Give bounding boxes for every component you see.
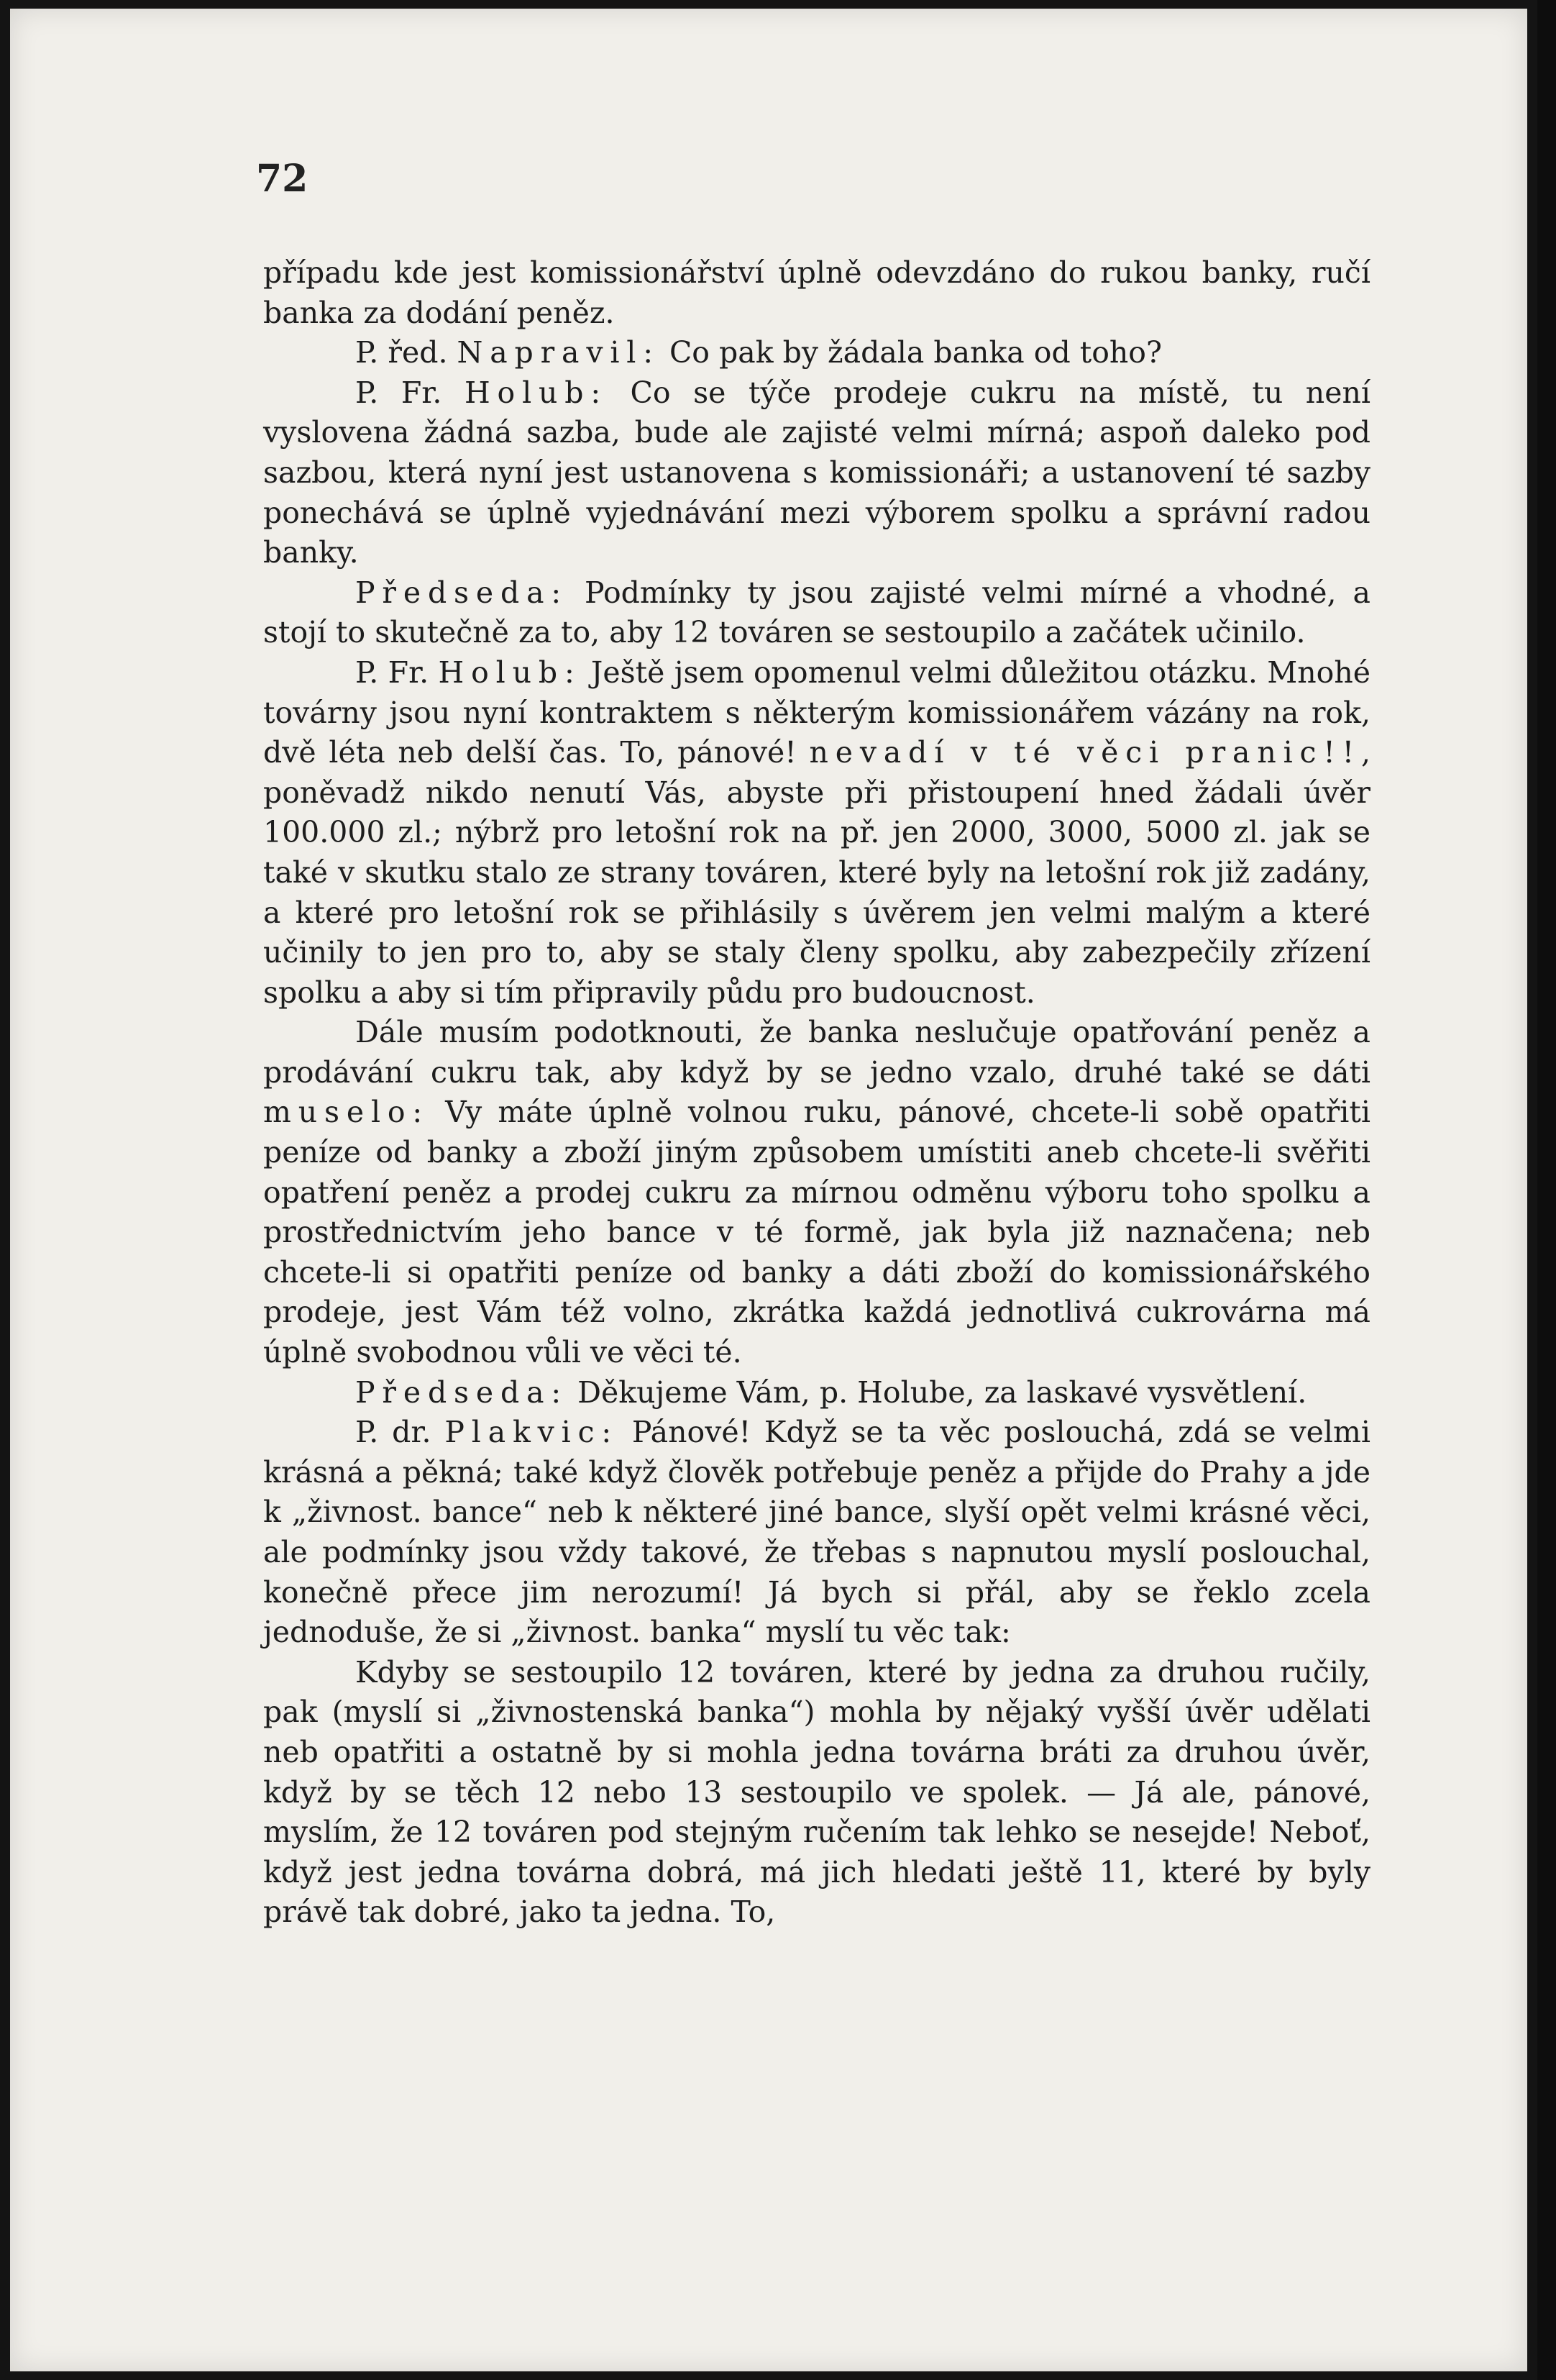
paragraph <box>263 653 1370 1013</box>
spaced-emphasis: Napravil: <box>457 335 660 370</box>
paragraph <box>263 1373 1370 1413</box>
paragraph <box>263 1653 1370 1933</box>
paragraph <box>263 1013 1370 1372</box>
text-run: Kdyby se sestoupilo 12 továren, které by jedna za druhou ručily, pak (myslí si „živnostenská banka“) mohla by nějaký vyšší úvěr udělati neb opatřiti a ostatně by si mohla jedna továrna bráti za druhou úvěr, když by se těch 12 nebo 13 sestoupilo ve spolek. — Já ale, pánové, myslím, že 12 továren pod stejným ručením tak lehko se nesejde! Neboť, když jest jedna továrna dobrá, má jich hledati ještě 11, které by byly právě tak dobré, jako ta jedna. To, <box>263 1654 1370 1930</box>
text-run: Co pak by žádala banka od toho? <box>659 335 1162 370</box>
text-run: Podmínky ty jsou zajisté velmi mírné a vhodné, a stojí to skutečně za to, aby 12 továren se sestoupilo a začátek učinilo. <box>263 575 1370 650</box>
text-run: Pánové! Když se ta věc poslouchá, zdá se velmi krásná a pěkná; také když člověk potřebuje peněz a přijde do Prahy a jde k „živnost. bance“ neb k některé jiné bance, slyší opět velmi krásné věci, ale podmínky jsou vždy takové, že třebas s napnutou myslí poslouchal, konečně přece jim nerozumí! Já bych si přál, aby se řeklo zcela jednoduše, že si „živnost. banka“ myslí tu věc tak: <box>263 1415 1371 1650</box>
body-text <box>263 253 1370 1933</box>
text-run: Vy máte úplně volnou ruku, pánové, chcete-li sobě opatřiti peníze od banky a zboží jiným způsobem umístiti aneb chcete-li svěřiti opatření peněz a prodej cukru za mírnou odměnu výboru toho spolku a prostřednictvím jeho bance v té formě, jak byla již naznačena; neb chcete-li si opatřiti peníze od banky a dáti zboží do komissionářského prodeje, jest Vám též volno, zkrátka každá jednotlivá cukrovárna má úplně svobodnou vůli ve věci té. <box>263 1095 1370 1370</box>
spaced-emphasis: Předseda: <box>355 575 569 610</box>
spaced-emphasis: Holub: <box>438 655 582 690</box>
text-run: P. řed. <box>355 335 457 370</box>
text-run: P. Fr. <box>355 375 464 410</box>
spaced-emphasis: Plakvic: <box>444 1415 619 1450</box>
paragraph <box>263 333 1370 373</box>
text-run: případu kde jest komissionářství úplně odevzdáno do rukou banky, ručí banka za dodání peněz. <box>263 255 1370 330</box>
text-run: Co se týče prodeje cukru na místě, tu není vyslovena žádná sazba, bude ale zajisté velmi mírná; aspoň daleko pod sazbou, která nyní jest ustanovena s komissionáři; a ustanovení té sazby ponechává se úplně vyjednávání mezi výborem spolku a správní radou banky. <box>263 375 1370 570</box>
page-edge-shadow <box>1537 0 1556 2380</box>
text-run: P. dr. <box>355 1415 445 1450</box>
text-run: P. Fr. <box>355 655 439 690</box>
paragraph <box>263 253 1370 333</box>
spaced-emphasis: nevadí v té věci pranic!! <box>809 735 1361 770</box>
spaced-emphasis: muselo: <box>263 1095 430 1130</box>
text-run: Ještě jsem opomenul velmi důležitou otázku. Mnohé továrny jsou nyní kontraktem s některým komissionářem vázány na rok, dvě léta neb delší čas. To, pánové! <box>263 655 1370 770</box>
paragraph <box>263 373 1370 573</box>
spaced-emphasis: Holub: <box>464 375 608 410</box>
text-run: Dále musím podotknouti, že banka neslučuje opatřování peněz a prodávání cukru tak, aby když by se jedno vzalo, druhé také se dáti <box>263 1015 1370 1090</box>
paragraph <box>263 573 1370 653</box>
text-run: Děkujeme Vám, p. Holube, za laskavé vysvětlení. <box>568 1374 1307 1410</box>
text-run: , poněvadž nikdo nenutí Vás, abyste při přistoupení hned žádali úvěr 100.000 zl.; nýbrž pro letošní rok na př. jen 2000, 3000, 5000 zl. jak se také v skutku stalo ze strany továren, které byly na letošní rok již zadány, a které pro letošní rok se přihlásily s úvěrem jen velmi malým a které učinily to jen pro to, aby se staly členy spolku, aby zabezpečily zřízení spolku a aby si tím připravily půdu pro budoucnost. <box>263 735 1370 1010</box>
spaced-emphasis: Předseda: <box>355 1374 569 1410</box>
paragraph <box>263 1413 1370 1653</box>
page-number: 72 <box>256 157 308 201</box>
